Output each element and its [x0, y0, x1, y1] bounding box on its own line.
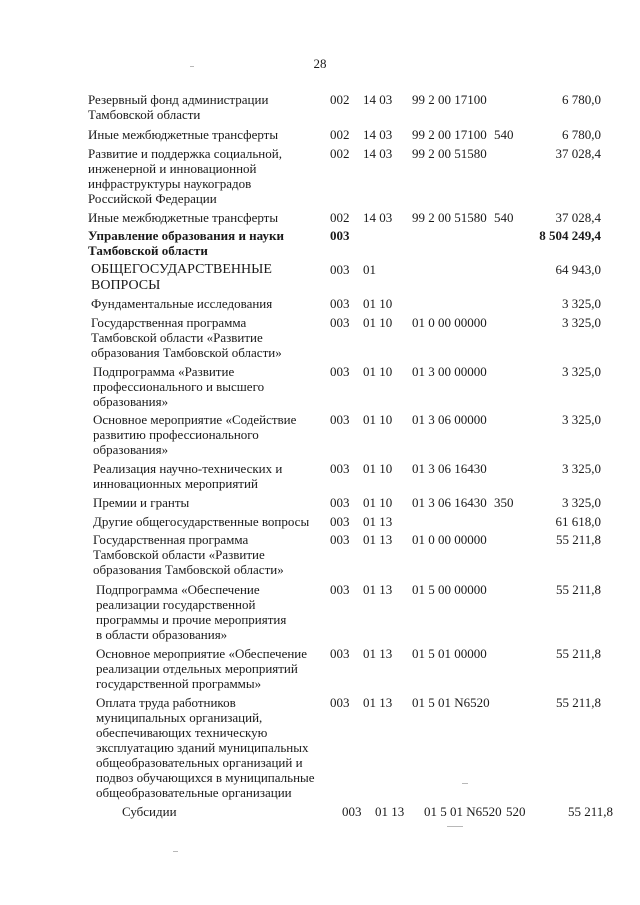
row-name: Управление образования и науки Тамбовской области	[88, 228, 284, 258]
row-name: Реализация научно-технических и инновационных мероприятий	[93, 461, 283, 491]
row-section-code: 01 10	[363, 296, 393, 311]
row-amount: 64 943,0	[555, 262, 601, 277]
row-article-code: 01 5 01 N6520	[424, 804, 502, 819]
row-article-code: 01 3 06 16430	[412, 495, 487, 510]
row-section-code: 01 13	[363, 646, 393, 661]
scan-mark	[462, 783, 468, 784]
row-expense-type: 540	[494, 210, 514, 225]
page-number: 28	[313, 56, 327, 71]
row-section-code: 01 13	[363, 695, 393, 710]
scan-mark	[447, 826, 463, 827]
scan-mark	[190, 66, 194, 67]
row-article-code: 01 3 06 16430	[412, 461, 487, 476]
row-section-code: 01 13	[375, 804, 405, 819]
row-name: Оплата труда работников муниципальных организаций, обеспечивающих техническую эксплуатацию зданий муниципальных общеобразовательных организаций и подвоз обучающихся в муниципальные общеобразовательные организации	[96, 695, 315, 800]
row-amount: 3 325,0	[562, 296, 601, 311]
row-section-code: 01	[363, 262, 376, 277]
row-amount: 6 780,0	[562, 127, 601, 142]
row-article-code: 99 2 00 17100	[412, 92, 487, 107]
row-amount: 37 028,4	[555, 210, 601, 225]
row-section-code: 14 03	[363, 127, 393, 142]
row-amount: 61 618,0	[555, 514, 601, 529]
row-admin-code: 003	[330, 262, 350, 277]
row-amount: 55 211,8	[555, 532, 601, 547]
row-name: Развитие и поддержка социальной, инженерной и инновационной инфраструктуры наукоградов Российской Федерации	[88, 146, 282, 206]
row-admin-code: 002	[330, 210, 350, 225]
row-admin-code: 003	[330, 582, 350, 597]
row-amount: 55 211,8	[567, 804, 613, 819]
row-article-code: 01 3 06 00000	[412, 412, 487, 427]
row-section-code: 01 13	[363, 514, 393, 529]
row-name: Иные межбюджетные трансферты	[88, 127, 279, 142]
row-amount: 55 211,8	[555, 646, 601, 661]
row-article-code: 01 3 00 00000	[412, 364, 487, 379]
row-amount: 3 325,0	[562, 364, 601, 379]
row-amount: 8 504 249,4	[539, 228, 601, 243]
row-section-code: 01 13	[363, 582, 393, 597]
row-article-code: 01 5 01 N6520	[412, 695, 490, 710]
row-admin-code: 003	[330, 296, 350, 311]
row-name: Другие общегосударственные вопросы	[93, 514, 310, 529]
row-name: Подпрограмма «Развитие профессионального и высшего образования»	[93, 364, 265, 409]
row-name: Фундаментальные исследования	[91, 296, 273, 311]
row-section-code: 01 13	[363, 532, 393, 547]
row-admin-code: 003	[330, 315, 350, 330]
row-name: Основное мероприятие «Содействие развитию профессионального образования»	[93, 412, 297, 457]
row-section-code: 01 10	[363, 461, 393, 476]
row-amount: 37 028,4	[555, 146, 601, 161]
row-amount: 55 211,8	[555, 582, 601, 597]
row-name: Подпрограмма «Обеспечение реализации государственной программы и прочие мероприятия в области образования»	[96, 582, 287, 642]
row-amount: 6 780,0	[562, 92, 601, 107]
row-name: ОБЩЕГОСУДАРСТВЕННЫЕ ВОПРОСЫ	[91, 262, 272, 293]
row-admin-code: 003	[330, 532, 350, 547]
row-name: Иные межбюджетные трансферты	[88, 210, 279, 225]
row-expense-type: 520	[506, 804, 526, 819]
row-admin-code: 003	[330, 514, 350, 529]
row-name: Основное мероприятие «Обеспечение реализации отдельных мероприятий государственной программы»	[96, 646, 308, 691]
row-admin-code: 003	[330, 228, 350, 243]
row-admin-code: 002	[330, 92, 350, 107]
row-expense-type: 350	[494, 495, 514, 510]
row-amount: 55 211,8	[555, 695, 601, 710]
row-article-code: 01 0 00 00000	[412, 315, 487, 330]
row-expense-type: 540	[494, 127, 514, 142]
row-section-code: 01 10	[363, 364, 393, 379]
row-amount: 3 325,0	[562, 495, 601, 510]
row-admin-code: 002	[330, 127, 350, 142]
row-admin-code: 003	[330, 646, 350, 661]
row-admin-code: 003	[330, 495, 350, 510]
row-name: Государственная программа Тамбовской области «Развитие образования Тамбовской области»	[93, 532, 284, 577]
row-article-code: 01 5 01 00000	[412, 646, 487, 661]
row-article-code: 01 0 00 00000	[412, 532, 487, 547]
row-admin-code: 003	[330, 695, 350, 710]
row-name: Резервный фонд администрации Тамбовской области	[88, 92, 269, 122]
row-amount: 3 325,0	[562, 461, 601, 476]
row-name: Премии и гранты	[93, 495, 190, 510]
row-article-code: 99 2 00 17100	[412, 127, 487, 142]
row-amount: 3 325,0	[562, 315, 601, 330]
row-admin-code: 003	[330, 461, 350, 476]
row-article-code: 99 2 00 51580	[412, 146, 487, 161]
scan-mark	[173, 851, 178, 852]
row-amount: 3 325,0	[562, 412, 601, 427]
row-article-code: 99 2 00 51580	[412, 210, 487, 225]
row-section-code: 01 10	[363, 412, 393, 427]
row-name: Субсидии	[122, 804, 177, 819]
row-article-code: 01 5 00 00000	[412, 582, 487, 597]
row-name: Государственная программа Тамбовской области «Развитие образования Тамбовской области»	[91, 315, 282, 360]
row-admin-code: 002	[330, 146, 350, 161]
row-admin-code: 003	[342, 804, 362, 819]
row-section-code: 14 03	[363, 146, 393, 161]
row-section-code: 14 03	[363, 92, 393, 107]
row-admin-code: 003	[330, 412, 350, 427]
row-admin-code: 003	[330, 364, 350, 379]
row-section-code: 01 10	[363, 495, 393, 510]
row-section-code: 01 10	[363, 315, 393, 330]
row-section-code: 14 03	[363, 210, 393, 225]
